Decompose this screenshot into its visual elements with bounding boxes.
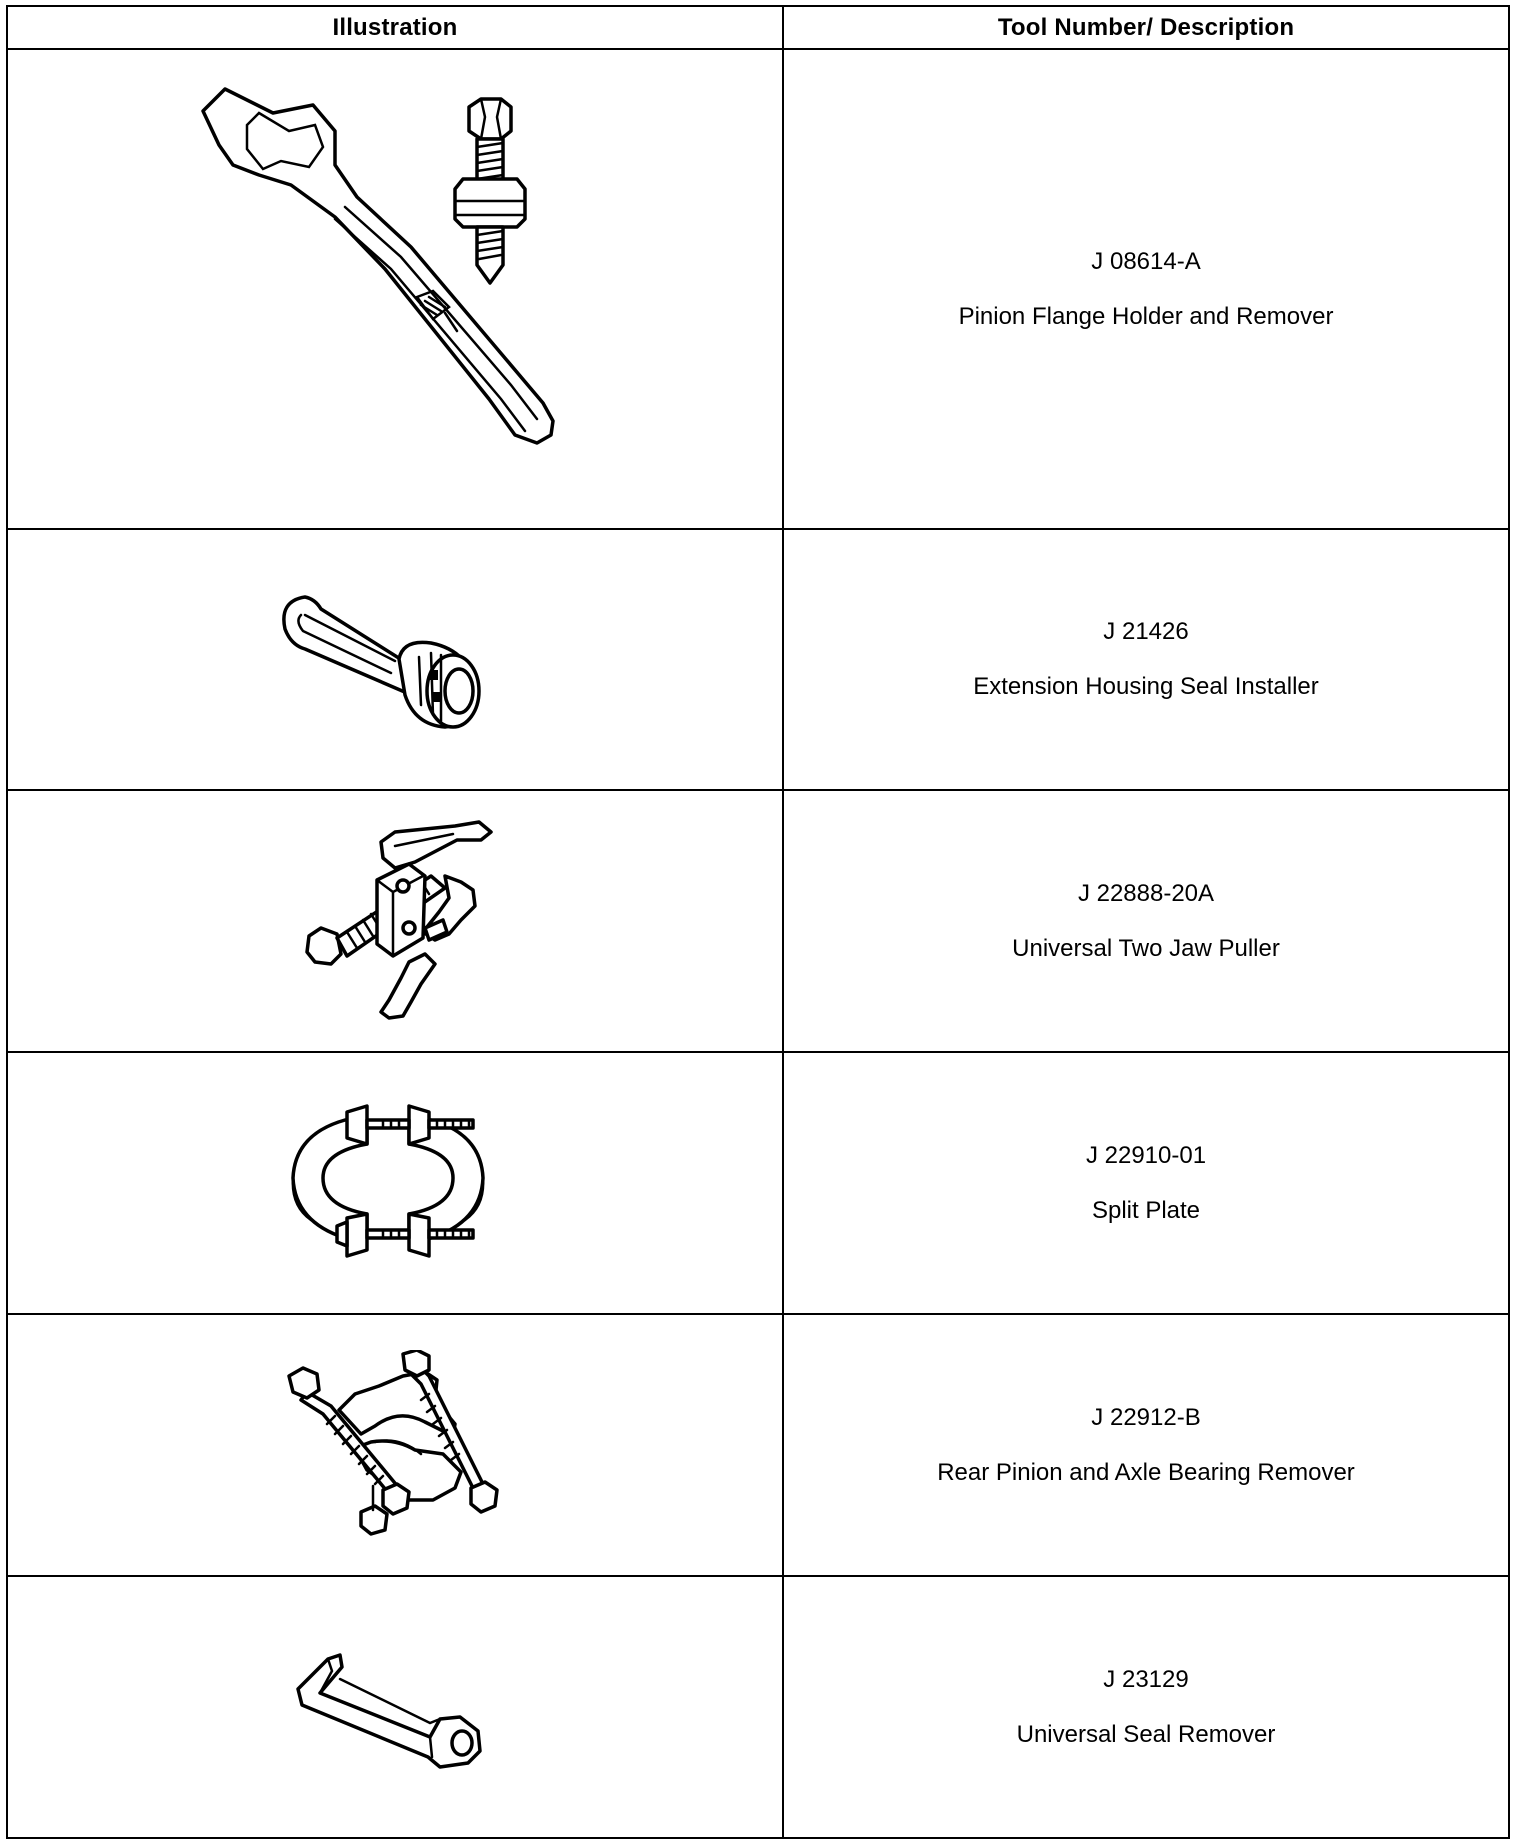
tool-description: Rear Pinion and Axle Bearing Remover [937, 1458, 1355, 1486]
illustration-cell [7, 1052, 783, 1314]
description-cell [783, 790, 1509, 1052]
description-cell [783, 49, 1509, 529]
seal-installer-icon [275, 575, 515, 745]
illustration-cell [7, 1314, 783, 1576]
tool-description: Universal Two Jaw Puller [1012, 934, 1280, 962]
special-tools-table [6, 5, 1510, 1839]
illustration-cell [7, 529, 783, 790]
table-row [7, 49, 1509, 529]
seal-remover-icon [280, 1627, 510, 1787]
tool-number: J 22888-20A [1077, 879, 1215, 907]
illustration-cell [7, 1576, 783, 1838]
illustration-cell [7, 49, 783, 529]
table-row [7, 529, 1509, 790]
tool-number-description-column-header: Tool Number/ Description [783, 6, 1509, 49]
tool-description: Split Plate [1091, 1196, 1201, 1224]
tool-number: J 23129 [1103, 1665, 1189, 1693]
table-row [7, 790, 1509, 1052]
description-cell [783, 529, 1509, 790]
tool-number: J 21426 [1103, 618, 1189, 645]
table-row [7, 1576, 1509, 1838]
description-cell [783, 1052, 1509, 1314]
description-cell [783, 1314, 1509, 1576]
tool-description: Extension Housing Seal Installer [973, 673, 1319, 700]
illustration-column-header: Illustration [7, 6, 783, 49]
table-header-row [7, 6, 1509, 49]
bearing-remover-icon [275, 1350, 515, 1540]
tool-number: J 22910-01 [1085, 1141, 1207, 1169]
description-cell [783, 1576, 1509, 1838]
table-row [7, 1314, 1509, 1576]
tool-description: Pinion Flange Holder and Remover [958, 302, 1334, 330]
two-jaw-puller-icon [285, 816, 505, 1026]
table-row [7, 1052, 1509, 1314]
tool-number: J 08614-A [1091, 247, 1201, 275]
tool-description: Universal Seal Remover [1016, 1720, 1276, 1748]
split-plate-icon [285, 1098, 505, 1268]
flange-holder-remover-icon [185, 69, 605, 509]
tool-number: J 22912-B [1091, 1403, 1201, 1431]
illustration-cell [7, 790, 783, 1052]
